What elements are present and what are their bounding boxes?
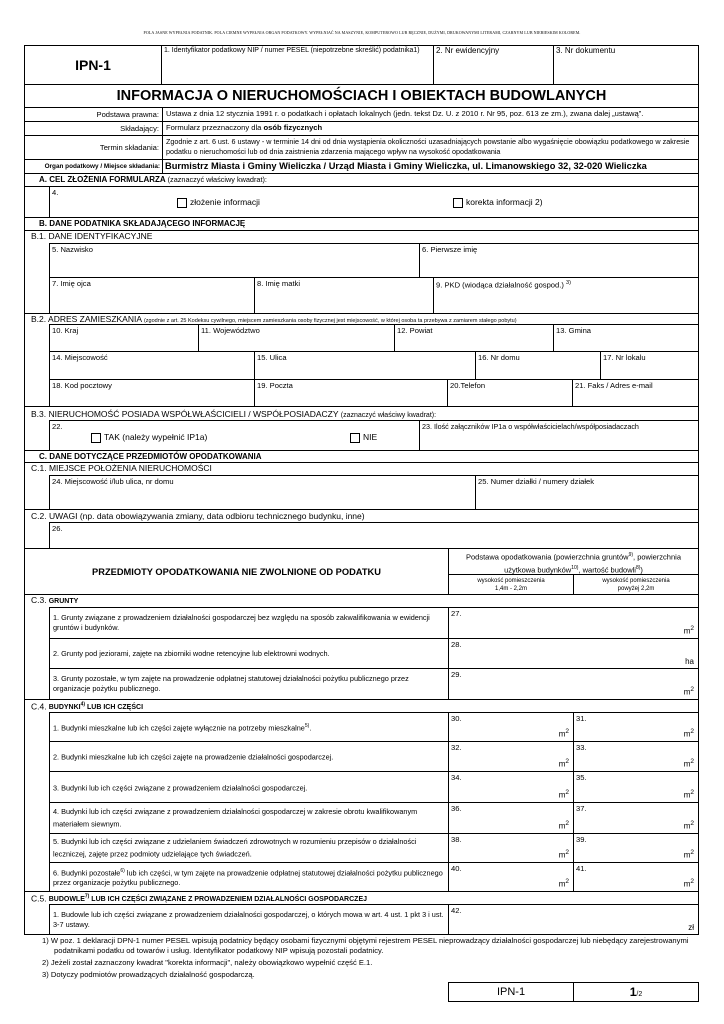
unit-sup: 2 <box>690 758 694 766</box>
c5-num: C.5. <box>31 893 47 904</box>
checkbox-coowners-yes[interactable] <box>91 433 101 443</box>
footer-form-code-text: IPN-1 <box>496 986 526 998</box>
unit-m: m <box>558 730 566 739</box>
b1-title: DANE IDENTYFIKACYJNE <box>48 231 153 241</box>
checkbox-submission[interactable] <box>177 198 187 208</box>
unit-sup: 2 <box>565 849 569 857</box>
field-37-building-area[interactable] <box>573 802 699 834</box>
c3-row-3-desc <box>49 668 449 700</box>
tax-basis-sup1: 9) <box>628 552 634 558</box>
filer-label: Składający: <box>120 124 159 133</box>
c3-title: GRUNTY <box>48 598 79 605</box>
option-coowners-yes[interactable] <box>91 432 207 443</box>
page-number: 1 <box>629 985 637 999</box>
col-height-high <box>573 574 699 595</box>
field-7-father-name[interactable] <box>49 277 255 314</box>
field-10-country[interactable] <box>49 324 199 352</box>
filer-bold: osób fizycznych <box>263 123 323 132</box>
section-b-header <box>24 217 699 231</box>
c4-row-6-text: 6. Budynki pozostałe$^{6)}$ lub ich części, w tym zajęte na prowadzenie odpłatnej statutowej działalności pożytku publicznego przez organizacje pożytku publicznego. <box>53 867 443 888</box>
c1-title: MIEJSCE POŁOŻENIA NIERUCHOMOŚCI <box>48 463 212 473</box>
field-30-label: 30. <box>451 714 462 723</box>
field-12-county[interactable] <box>394 324 554 352</box>
c3-num: C.3. <box>31 595 47 605</box>
field-4-label: 4. <box>52 188 59 197</box>
option-submission[interactable] <box>177 197 260 208</box>
b1-num: B.1. <box>31 231 47 241</box>
c2-title: UWAGI (np. data obowiązywania zmiany, data odbioru technicznego budynku, inne) <box>48 511 365 521</box>
option-correction-label: korekta informacji 2) <box>466 197 543 207</box>
field-41-label: 41. <box>576 864 587 873</box>
c4-row-5-desc <box>49 833 449 863</box>
field-2-label: 2. Nr ewidencyjny <box>436 46 500 55</box>
c1-num: C.1. <box>31 463 47 473</box>
tax-basis-header <box>448 548 699 575</box>
field-34-label: 34. <box>451 773 462 782</box>
tax-basis-sup3: 8) <box>635 564 641 571</box>
b2-title: ADRES ZAMIESZKANIA <box>48 314 142 324</box>
field-11-voivodeship[interactable] <box>198 324 395 352</box>
filer-text-cell <box>162 121 699 136</box>
unit-sup: 2 <box>565 758 569 766</box>
b2-num: B.2. <box>31 314 47 324</box>
col-height-low <box>448 574 574 595</box>
c4-row-5-text: 5. Budynki lub ich części związane z udzielaniem świadczeń zdrowotnych w rozumieniu przepisów o działalności leczniczej, zajęte przez podmioty udzielające tych świadczeń. <box>53 836 417 859</box>
top-notice: POLA JASNE WYPEŁNIA PODATNIK. POLA CIEMNE WYPEŁNIA ORGAN PODATKOWY. WYPEŁNIAĆ NA MASZYNIE, KOMPUTEROWO LUB RĘCZNIE, DUŻYMI, DRUKOWANYMI LITERAMI, CZARNYM LUB NIEBIESKIM KOLOREM. <box>143 30 581 35</box>
field-33-label: 33. <box>576 743 587 752</box>
field-7-label: 7. Imię ojca <box>52 279 91 288</box>
basis-text-cell <box>162 107 699 122</box>
section-b-title: DANE PODATNIKA SKŁADAJĄCEGO INFORMACJĘ <box>49 219 246 228</box>
section-c-title: DANE DOTYCZĄCE PRZEDMIOTÓW OPODATKOWANIA <box>49 452 262 461</box>
field-25-parcel-numbers[interactable] <box>475 475 699 510</box>
field-9-pkd[interactable] <box>433 277 699 314</box>
c4-row-2-desc <box>49 741 449 772</box>
field-25-label: 25. Numer działki / numery działek <box>478 477 595 486</box>
field-9-label: 9. PKD (wiodąca działalność gospod.) <box>436 280 564 290</box>
field-9-sup: 3) <box>566 280 571 286</box>
field-42-structures[interactable] <box>448 904 699 935</box>
tax-basis-d: ) <box>640 565 643 574</box>
deadline-text: Zgodnie z art. 6 ust. 6 ustawy - w terminie 14 dni od dnia wystąpienia okoliczności uzasadniających powstanie albo wygaśnięcie obowiązku podatkowego w zakresie podatku o nieruchomości lub od dnia zaistnienia zdarzenia mającego wpływ na wysokość opodatkowania <box>166 137 690 156</box>
field-11-label: 11. Województwo <box>201 326 260 335</box>
tax-basis-sup2: 10) <box>571 564 579 571</box>
field-29-label: 29. <box>451 670 462 679</box>
field-2-registry-number <box>433 45 554 85</box>
field-26-label: 26. <box>52 524 63 533</box>
c4-row-3-text: 3. Budynki lub ich części związane z prowadzeniem działalności gospodarczej. <box>53 783 308 793</box>
c4-title-sup: 4) <box>80 702 86 708</box>
field-20-phone[interactable] <box>447 379 573 407</box>
unit-m: m <box>558 822 566 831</box>
c4-row-2-text: 2. Budynki mieszkalne lub ich części zajęte na prowadzenie działalności gospodarczej. <box>53 752 334 762</box>
page-total: /2 <box>636 991 643 998</box>
checkbox-coowners-no[interactable] <box>350 433 360 443</box>
unit-m: m <box>558 791 566 800</box>
unit-sup: 2 <box>565 728 569 736</box>
field-17-label: 17. Nr lokalu <box>603 353 646 362</box>
title-bar <box>24 84 699 108</box>
section-c-letter: C. <box>39 452 47 461</box>
field-32-building-area[interactable] <box>448 741 574 772</box>
field-8-label: 8. Imię matki <box>257 279 301 288</box>
field-3-document-number <box>553 45 699 85</box>
field-6-label: 6. Pierwsze imię <box>422 245 478 254</box>
field-37-label: 37. <box>576 804 587 813</box>
field-38-label: 38. <box>451 835 462 844</box>
field-23-attachments-count[interactable] <box>419 420 699 451</box>
field-31-label: 31. <box>576 714 587 723</box>
field-28-land-lakes[interactable] <box>448 638 699 669</box>
unit-m: m <box>683 730 691 739</box>
option-coowners-yes-label: TAK (należy wypełnić IP1a) <box>104 432 208 442</box>
field-1-label: 1. Identyfikator podatkowy NIP / numer PESEL (niepotrzebne skreślić) podatnika1) <box>164 47 420 54</box>
field-31-building-area[interactable] <box>573 712 699 742</box>
form-code: IPN-1 <box>75 57 111 73</box>
unit-m: m <box>683 791 691 800</box>
checkbox-correction[interactable] <box>453 198 463 208</box>
field-41-building-area[interactable] <box>573 862 699 892</box>
c4-row-6-desc <box>49 862 449 892</box>
field-35-label: 35. <box>576 773 587 782</box>
c3-row-1-text: 1. Grunty związane z prowadzeniem działalności gospodarczej bez względu na sposób zakwalifikowania w ewidencji gruntów i budynków. <box>53 613 430 632</box>
page-title: INFORMACJA O NIERUCHOMOŚCIACH I OBIEKTACH BUDOWLANYCH <box>116 88 607 104</box>
field-18-label: 18. Kod pocztowy <box>52 381 112 390</box>
unit-m: m <box>558 851 566 860</box>
field-29-unit: m <box>683 688 691 697</box>
field-24-location[interactable] <box>49 475 476 510</box>
section-a-letter: A. <box>39 175 47 184</box>
field-15-street[interactable] <box>254 351 476 380</box>
deadline-label-cell <box>24 135 163 160</box>
field-24-label: 24. Miejscowość i/lub ulica, nr domu <box>52 477 174 486</box>
c5-row-1-desc <box>49 904 449 935</box>
unit-m: m <box>558 760 566 769</box>
unit-sup: 2 <box>690 878 694 886</box>
field-39-label: 39. <box>576 835 587 844</box>
tax-basis-b: , powierzchnia użytkowa budynków <box>504 552 681 574</box>
unit-m: m <box>683 880 691 889</box>
basis-label-cell <box>24 107 163 122</box>
field-8-mother-name[interactable] <box>254 277 434 314</box>
option-submission-label: złożenie informacji <box>190 197 260 207</box>
col-height-high-a: wysokość pomieszczenia <box>602 578 670 584</box>
unit-sup: 2 <box>565 789 569 797</box>
field-29-unit-sup: 2 <box>690 686 694 694</box>
field-5-surname[interactable] <box>49 243 420 278</box>
b2-note: (zgodnie z art. 25 Kodeksu cywilnego, miejscem zamieszkania osoby fizycznej jest miejscowość, w której osoba ta przebywa z zamiarem stałego pobytu) <box>143 318 517 324</box>
field-18-postal-code[interactable] <box>49 379 255 407</box>
c4-row-1-text: 1. Budynki mieszkalne lub ich części zajęte wyłącznie na potrzeby mieszkalne$^{5)}$. <box>53 722 312 733</box>
unit-sup: 2 <box>690 849 694 857</box>
col-height-low-a: wysokość pomieszczenia <box>477 578 545 584</box>
field-17-apartment-number[interactable] <box>600 351 699 380</box>
field-27-unit: m <box>683 627 691 636</box>
field-28-unit: ha <box>685 657 694 666</box>
unit-sup: 2 <box>690 728 694 736</box>
section-b-letter: B. <box>39 219 47 228</box>
tax-basis-c: , wartość budowli <box>578 565 636 574</box>
field-10-label: 10. Kraj <box>52 326 79 335</box>
tax-basis-a: Podstawa opodatkowania (powierzchnia gruntów <box>465 552 629 562</box>
field-13-municipality[interactable] <box>553 324 699 352</box>
field-23-label: 23. Ilość załączników IP1a o współwłaścicielach/współposiadaczach <box>422 422 639 431</box>
unit-sup: 2 <box>690 820 694 828</box>
footnote-1: 1) W poz. 1 deklaracji DPN-1 numer PESEL wpisują podatnicy będący osobami fizycznymi objętymi rejestrem PESEL nieprowadzący działalności gospodarczej lub niebędący zarejestrowanymi podatnikami podatku od towarów i usług. Identyfikator podatkowy NIP wpisują pozostali podatnicy. <box>42 936 689 955</box>
c5-title-b: LUB ICH CZĘŚCI ZWIĄZANE Z PROWADZENIEM DZIAŁALNOŚCI GOSPODARCZEJ <box>89 896 368 904</box>
deadline-label: Termin składania: <box>99 143 159 152</box>
col-height-high-b: powyżej 2,2m <box>617 586 655 592</box>
c4-row-1-desc <box>49 712 449 742</box>
section-a-header <box>24 173 699 187</box>
field-16-label: 16. Nr domu <box>478 353 520 362</box>
c4-row-3-desc <box>49 771 449 803</box>
field-22-label: 22. <box>52 422 63 431</box>
c4-row-4-text: 4. Budynki lub ich części związane z prowadzeniem działalności gospodarczej w zakresie obrotu kwalifikowanym materiałem siewnym. <box>53 806 418 829</box>
basis-label: Podstawa prawna: <box>96 110 159 119</box>
field-4-purpose <box>49 186 699 218</box>
c5-title-sup: 7) <box>84 894 90 900</box>
field-15-label: 15. Ulica <box>257 353 287 362</box>
field-36-building-area[interactable] <box>448 802 574 834</box>
field-14-label: 14. Miejscowość <box>52 353 108 362</box>
c3-row-2-desc <box>49 638 449 669</box>
field-28-label: 28. <box>451 640 462 649</box>
field-39-building-area[interactable] <box>573 833 699 863</box>
field-13-label: 13. Gmina <box>556 326 592 335</box>
c4-row-4-desc <box>49 802 449 834</box>
unit-sup: 2 <box>565 820 569 828</box>
option-correction[interactable] <box>453 197 543 208</box>
basis-text: Ustawa z dnia 12 stycznia 1991 r. o podatkach i opłatach lokalnych (jedn. tekst Dz. U. z 2010 r. Nr 95, poz. 613 ze zm.), zwana dalej „ustawą”. <box>166 109 644 118</box>
c4-title-b: LUB ICH CZĘŚCI <box>85 704 144 712</box>
unit-m: m <box>683 822 691 831</box>
field-42-label: 42. <box>451 906 462 915</box>
c5-title-a: BUDOWLE <box>48 896 85 904</box>
field-1-identifier[interactable] <box>161 45 434 85</box>
footer-page-number <box>573 982 699 1002</box>
unit-m: m <box>683 851 691 860</box>
field-42-unit: zł <box>688 923 694 932</box>
filer-text: Formularz przeznaczony dla <box>166 123 262 132</box>
field-26-remarks[interactable] <box>49 522 699 549</box>
filer-label-cell <box>24 121 163 136</box>
b3-note: (zaznaczyć właściwy kwadrat): <box>340 412 437 419</box>
field-35-building-area[interactable] <box>573 771 699 803</box>
field-3-label: 3. Nr dokumentu <box>556 46 616 55</box>
footnote-3: 3) Dotyczy podmiotów prowadzących działalność gospodarczą. <box>42 970 255 979</box>
field-14-town[interactable] <box>49 351 255 380</box>
c4-num: C.4. <box>31 701 47 712</box>
field-12-label: 12. Powiat <box>397 326 433 335</box>
section-a-note: (zaznaczyć właściwy kwadrat): <box>167 175 267 184</box>
unit-sup: 2 <box>690 789 694 797</box>
field-6-first-name[interactable] <box>419 243 699 278</box>
c3-row-3-text: 3. Grunty pozostałe, w tym zajęte na prowadzenie odpłatnej statutowej działalności pożytku publicznego przez organizacje pożytku publicznego. <box>53 674 409 693</box>
office-label: Organ podatkowy / Miejsce składania: <box>44 163 160 170</box>
field-19-post-office[interactable] <box>254 379 448 407</box>
office-text-cell <box>162 159 699 174</box>
col-height-low-b: 1,4m - 2,2m <box>494 586 527 592</box>
field-21-fax-email[interactable] <box>572 379 699 407</box>
field-27-land-business[interactable] <box>448 607 699 639</box>
field-32-label: 32. <box>451 743 462 752</box>
b3-num: B.3. <box>31 409 47 419</box>
office-label-cell <box>24 159 163 174</box>
field-38-building-area[interactable] <box>448 833 574 863</box>
b3-title: NIERUCHOMOŚĆ POSIADA WSPÓŁWŁAŚCICIELI / WSPÓŁPOSIADACZY <box>48 409 339 419</box>
office-text: Burmistrz Miasta i Gminy Wieliczka / Urząd Miasta i Gminy Wieliczka, ul. Limanowskiego 32, 32-020 Wieliczka <box>165 161 647 171</box>
footer-form-code <box>448 982 574 1002</box>
field-40-label: 40. <box>451 864 462 873</box>
field-16-house-number[interactable] <box>475 351 601 380</box>
field-40-building-area[interactable] <box>448 862 574 892</box>
option-coowners-no[interactable] <box>350 432 377 443</box>
deadline-text-cell <box>162 135 699 160</box>
unit-sup: 2 <box>565 878 569 886</box>
field-19-label: 19. Poczta <box>257 381 293 390</box>
section-a-gutter <box>24 186 50 218</box>
form-code-box <box>24 45 162 85</box>
c5-row-1-text: 1. Budowle lub ich części związane z prowadzeniem działalności gospodarczej, o których mowa w art. 4 ust. 1 pkt 3 i ust. 3-7 ustawy. <box>53 909 444 929</box>
field-29-land-other[interactable] <box>448 668 699 700</box>
c2-num: C.2. <box>31 511 47 521</box>
field-21-label: 21. Faks / Adres e-mail <box>575 381 653 390</box>
field-27-unit-sup: 2 <box>690 625 694 633</box>
field-34-building-area[interactable] <box>448 771 574 803</box>
unit-m: m <box>558 880 566 889</box>
c4-title-a: BUDYNKI <box>48 704 81 712</box>
c3-row-1-desc <box>49 607 449 639</box>
field-27-label: 27. <box>451 609 462 618</box>
footnote-2: 2) Jeżeli został zaznaczony kwadrat "korekta informacji", należy obowiązkowo wypełnić część E.1. <box>42 958 373 967</box>
field-33-building-area[interactable] <box>573 741 699 772</box>
option-coowners-no-label: NIE <box>363 432 378 442</box>
field-20-label: 20.Telefon <box>450 381 486 390</box>
field-30-building-area[interactable] <box>448 712 574 742</box>
section-a-title: CEL ZŁOŻENIA FORMULARZA <box>49 175 166 184</box>
field-5-label: 5. Nazwisko <box>52 245 93 254</box>
tax-table-title: PRZEDMIOTY OPODATKOWANIA NIE ZWOLNIONE OD PODATKU <box>92 566 381 577</box>
unit-m: m <box>683 760 691 769</box>
c3-row-2-text: 2. Grunty pod jeziorami, zajęte na zbiorniki wodne retencyjne lub elektrowni wodnych. <box>53 648 330 658</box>
field-36-label: 36. <box>451 804 462 813</box>
tax-table-title-cell <box>24 548 449 595</box>
field-22-coowners <box>49 420 420 451</box>
